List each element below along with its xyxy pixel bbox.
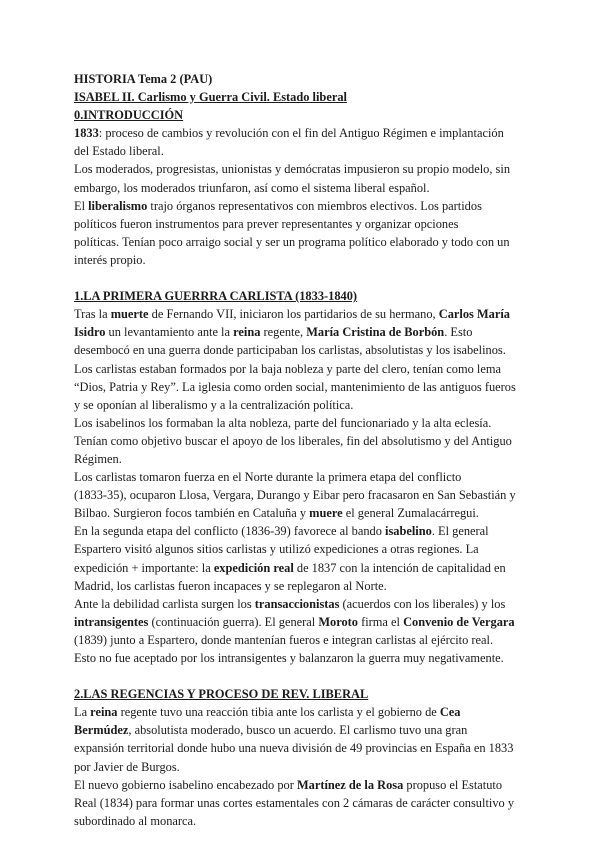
bold-term: Cea	[439, 705, 461, 720]
paragraph-line	[74, 124, 544, 142]
document-subtitle: ISABEL II. Carlismo y Guerra Civil. Estado liberal	[74, 90, 347, 105]
bold-term: 1833	[74, 126, 99, 141]
text-run: En la segunda etapa del conflicto (1836-39) favorece al bando	[74, 524, 386, 539]
bold-term: reina	[233, 325, 261, 340]
paragraph-line	[74, 160, 544, 178]
paragraph-line	[74, 812, 544, 830]
text-run: propuso el Estatuto	[403, 777, 503, 792]
text-run: Los carlistas estaban formados por la baja nobleza y parte del clero, tenían como lema	[74, 361, 501, 376]
text-run: políticos fueron instrumentos para prever representantes y organizar opciones	[74, 216, 459, 231]
paragraph-line	[74, 450, 544, 468]
paragraph-line	[74, 703, 544, 721]
paragraph-line	[74, 432, 544, 450]
text-run: El nuevo gobierno isabelino encabezado por	[74, 777, 297, 792]
paragraph-line	[74, 758, 544, 776]
document-body	[74, 106, 544, 830]
paragraph-line	[74, 142, 544, 160]
paragraph-line	[74, 179, 544, 197]
text-run: Madrid, los carlistas fueron incapaces y se replegaron al Norte.	[74, 578, 387, 593]
paragraph-line	[74, 776, 544, 794]
paragraph-line	[74, 486, 544, 504]
paragraph-line	[74, 468, 544, 486]
bold-term: intransigentes	[74, 614, 149, 629]
text-run: regente,	[260, 325, 307, 340]
text-run: un levantamiento ante la	[105, 325, 234, 340]
section-heading-text: 2.LAS REGENCIAS Y PROCESO DE REV. LIBERAL	[74, 687, 369, 702]
text-run: interés propio.	[74, 252, 146, 267]
bold-term: reina	[90, 705, 118, 720]
bold-term: Martínez de la Rosa	[296, 777, 404, 792]
paragraph-line	[74, 649, 544, 667]
text-run: y se oponían al liberalismo y a la centralización política.	[74, 397, 354, 412]
bold-term: liberalismo	[88, 198, 148, 213]
bold-term: Moroto	[318, 614, 358, 629]
paragraph-line	[74, 794, 544, 812]
paragraph-line	[74, 197, 544, 215]
text-run: : proceso de cambios y revolución con el fin del Antiguo Régimen e implantación	[98, 126, 504, 141]
section-heading-text: 0.INTRODUCCIÓN	[74, 108, 184, 123]
text-run: , absolutista moderado, busco un acuerdo. El carlismo tuvo una gran	[128, 723, 468, 738]
text-run: . El general	[431, 524, 489, 539]
text-run: (1833-35), ocuparon Llosa, Vergara, Durango y Eibar pero fracasaron en San Sebastián y	[74, 488, 516, 503]
paragraph-line	[74, 595, 544, 613]
bold-term: expedición real	[213, 560, 294, 575]
text-run: de 1837 con la intención de capitalidad en	[293, 560, 506, 575]
paragraph-line	[74, 396, 544, 414]
text-run: el general Zumalacárregui.	[342, 506, 479, 521]
section-spacer	[74, 269, 544, 287]
section-heading-text: 1.LA PRIMERA GUERRRA CARLISTA (1833-1840)	[74, 289, 358, 304]
paragraph-line	[74, 721, 544, 739]
text-run: firma el	[358, 614, 404, 629]
text-run: de Fernando VII, iniciaron los partidarios de su hermano,	[148, 307, 439, 322]
bold-term: muere	[309, 506, 343, 521]
section-heading	[74, 106, 544, 124]
bold-term: Isidro	[74, 325, 106, 340]
bold-term: María Cristina de Borbón	[306, 325, 445, 340]
text-run: Ante la debilidad carlista surgen los	[74, 596, 255, 611]
text-run: Régimen.	[74, 451, 122, 466]
text-run: expedición + importante: la	[74, 560, 214, 575]
text-run: Bilbao. Surgieron focos también en Cataluña y	[74, 506, 310, 521]
text-run: Tenían como objetivo buscar el apoyo de los liberales, fin del absolutismo y del Antiguo	[74, 433, 512, 448]
paragraph-line	[74, 341, 544, 359]
paragraph-line	[74, 739, 544, 757]
bold-term: Carlos María	[438, 307, 510, 322]
paragraph-line	[74, 540, 544, 558]
text-run: regente tuvo una reacción tibia ante los carlista y el gobierno de	[117, 705, 440, 720]
paragraph-line	[74, 378, 544, 396]
document-page	[74, 70, 544, 830]
text-run: Los isabelinos los formaban la alta nobleza, parte del funcionariado y la alta eclesía.	[74, 415, 492, 430]
text-run: desembocó en una guerra donde participaban los carlistas, absolutistas y los isabelinos.	[74, 343, 506, 358]
bold-term: Bermúdez	[74, 723, 129, 738]
text-run: del Estado liberal.	[74, 144, 164, 159]
text-run: por Javier de Burgos.	[74, 759, 180, 774]
text-run: embargo, los moderados triunfaron, así como el sistema liberal español.	[74, 180, 430, 195]
paragraph-line	[74, 504, 544, 522]
paragraph-line	[74, 215, 544, 233]
section-spacer	[74, 667, 544, 685]
section-heading	[74, 685, 544, 703]
paragraph-line	[74, 360, 544, 378]
text-run: La	[74, 705, 91, 720]
text-run: “Dios, Patria y Rey”. La iglesia como orden social, mantenimiento de las antiguos fueros	[74, 379, 516, 394]
bold-term: Convenio de Vergara	[403, 614, 515, 629]
text-run: (continuación guerra). El general	[148, 614, 319, 629]
text-run: Espartero visitó algunos sitios carlistas y utilizó expediciones a otras regiones. La	[74, 542, 479, 557]
text-run: trajo órganos representativos con miembros electivos. Los partidos	[147, 198, 482, 213]
paragraph-line	[74, 613, 544, 631]
paragraph-line	[74, 522, 544, 540]
document-title: HISTORIA Tema 2 (PAU)	[74, 72, 213, 86]
text-run: (acuerdos con los liberales) y los	[339, 596, 506, 611]
bold-term: muerte	[110, 307, 149, 322]
text-run: políticas. Tenían poco arraigo social y ser un programa político elaborado y todo con un	[74, 234, 510, 249]
text-run: expansión territorial donde hubo una nueva división de 49 provincias en España en 1833	[74, 741, 514, 756]
paragraph-line	[74, 305, 544, 323]
text-run: (1839) junto a Espartero, donde mantenían fueros e integran carlistas al ejército real.	[74, 632, 494, 647]
paragraph-line	[74, 323, 544, 341]
section-heading	[74, 287, 544, 305]
text-run: Esto no fue aceptado por los intransigentes y balanzaron la guerra muy negativamente.	[74, 651, 504, 665]
text-run: Los carlistas tomaron fuerza en el Norte durante la primera etapa del conflicto	[74, 470, 462, 485]
paragraph-line	[74, 251, 544, 269]
bold-term: transaccionistas	[254, 596, 340, 611]
text-run: El	[74, 198, 89, 213]
text-run: Tras la	[74, 307, 111, 322]
text-run: . Esto	[444, 325, 473, 340]
text-run: Real (1834) para formar unas cortes estamentales con 2 cámaras de carácter consultivo y	[74, 795, 515, 810]
text-run: subordinado al monarca.	[74, 813, 197, 828]
text-run: Los moderados, progresistas, unionistas y demócratas impusieron su propio modelo, sin	[74, 162, 511, 177]
paragraph-line	[74, 414, 544, 432]
paragraph-line	[74, 233, 544, 251]
paragraph-line	[74, 559, 544, 577]
bold-term: isabelino	[385, 524, 432, 539]
paragraph-line	[74, 577, 544, 595]
paragraph-line	[74, 631, 544, 649]
